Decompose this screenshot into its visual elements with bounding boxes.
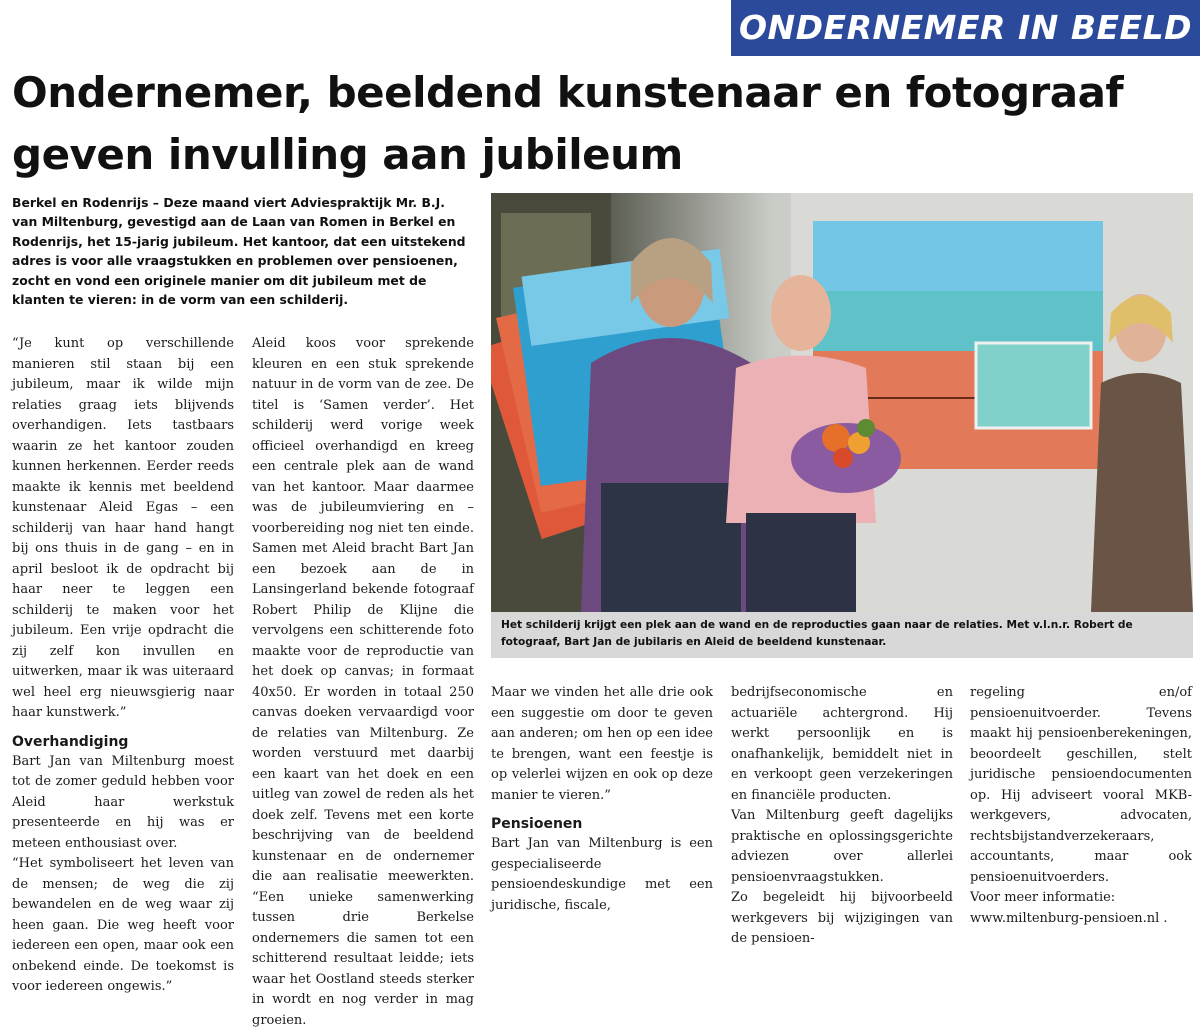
- paragraph: Maar we vinden het alle drie ook een suggestie om door te geven aan anderen; om hen op een idee te brengen, want een feestje is op velerlei wijzen en ook op deze manier te vieren.”: [491, 685, 713, 803]
- website-link[interactable]: www.miltenburg-pensioen.nl .: [970, 910, 1168, 926]
- headline: Ondernemer, beeldend kunstenaar en fotograaf geven invulling aan jubileum: [12, 68, 1124, 179]
- paragraph: bedrijfseconomische en actuariële achtergrond. Hij werkt persoonlijk en is onafhankelijk, bemiddelt niet in en verkoopt geen verzekeringen en financiële producten.: [731, 685, 953, 803]
- paragraph: regeling en/of pensioenuitvoerder. Tevens maakt hij pensioenberekeningen, beoordeelt geschillen, stelt juridische pensioendocumenten op. Hij adviseert vooral MKB-werkgevers, advocaten, rechtsbijstandverzekeraars, accountants, maar ook pensioenuitvoerders.: [970, 685, 1192, 885]
- paragraph: Bart Jan van Miltenburg moest tot de zomer geduld hebben voor Aleid haar werkstuk presenteerde en hij was er meteen enthousiast over.: [12, 753, 234, 851]
- photo-illustration: [491, 193, 1193, 612]
- paragraph: Voor meer informatie:: [970, 890, 1116, 905]
- paragraph: Aleid koos voor sprekende kleuren en een stuk sprekende natuur in de vorm van de zee. De titel is ‘Samen verder’. Het schilderij werd vorige week officieel overhandigd en kreeg een centrale plek aan de wand van het kantoor. Maar daarmee was de jubileumviering en –voorbereiding nog niet ten einde. Samen met Aleid bracht Bart Jan een bezoek aan de in Lansingerland bekende fotograaf Robert Philip de Klijne die vervolgens een schitterende foto maakte voor de reproductie van het doek op canvas; in formaat 40x50. Er worden in totaal 250 canvas doeken vervaardigd voor de relaties van Miltenburg. Ze worden verstuurd met daarbij een kaart van het doek en een uitleg van zowel de reden als het doek zelf. Tevens met een korte beschrijving van de beeldend kunstenaar en de ondernemer die aan realisatie meewerkten. “Een unieke samenwerking tussen drie Berkelse ondernemers die samen tot een schitterend resultaat leidde; iets waar het Oostland steeds sterker in wordt en nog verder in mag groeien.: [252, 336, 474, 1028]
- paragraph: “Het symboliseert het leven van de mensen; de weg die zij bewandelen en de weg waar zij heen gaan. Die weg heeft voor iedereen een open, maar ook een onbekend einde. De toekomst is voor iedereen ongewis.”: [12, 856, 234, 994]
- subheading-overhandiging: Overhandiging: [12, 733, 129, 750]
- body-column-3: [491, 683, 713, 916]
- photo-caption: Het schilderij krijgt een plek aan de wand en de reproducties gaan naar de relaties. Met v.l.n.r. Robert de fotograaf, Bart Jan de jubilaris en Aleid de beeldend kunstenaar.: [491, 612, 1193, 658]
- subheading-pensioenen: Pensioenen: [491, 816, 583, 832]
- body-column-4: [731, 683, 953, 950]
- section-banner: ONDERNEMER IN BEELD: [731, 0, 1200, 56]
- body-column-1: [12, 334, 234, 998]
- paragraph: “Je kunt op verschillende manieren stil staan bij een jubileum, maar ik wilde mijn relaties graag iets blijvends overhandigen. Iets tastbaars waarin ze het kantoor zouden kunnen herkennen. Eerder reeds maakte ik kennis met beeldend kunstenaar Aleid Egas – een schilderij van haar hand hangt bij ons thuis in de gang – en in april besloot ik de opdracht bij haar neer te leggen een schilderij te maken voor het jubileum. Een vrije opdracht die zij zelf kon invullen en uitwerken, maar ik was uiteraard wel heel erg nieuwsgierig naar haar kunstwerk.”: [12, 336, 234, 720]
- paragraph: Bart Jan van Miltenburg is een gespecialiseerde pensioendeskundige met een juridische, fiscale,: [491, 836, 713, 913]
- body-column-5: [970, 683, 1192, 929]
- paragraph: Van Miltenburg geeft dagelijks praktische en oplossingsgerichte adviezen over allerlei pensioenvraagstukken.: [731, 808, 953, 885]
- paragraph: Zo begeleidt hij bijvoorbeeld werkgevers bij wijzigingen van de pensioen-: [731, 890, 953, 946]
- lead-paragraph: Berkel en Rodenrijs – Deze maand viert Adviespraktijk Mr. B.J. van Miltenburg, gevestigd aan de Laan van Romen in Berkel en Rodenrijs, het 15-jarig jubileum. Het kantoor, dat een uitstekend adres is voor alle vraagstukken en problemen over pensioenen, zocht en vond een originele manier om dit jubileum met de klanten te vieren: in de vorm van een schilderij.: [12, 195, 466, 308]
- body-column-2: [252, 334, 474, 1031]
- article-photo: [491, 193, 1193, 612]
